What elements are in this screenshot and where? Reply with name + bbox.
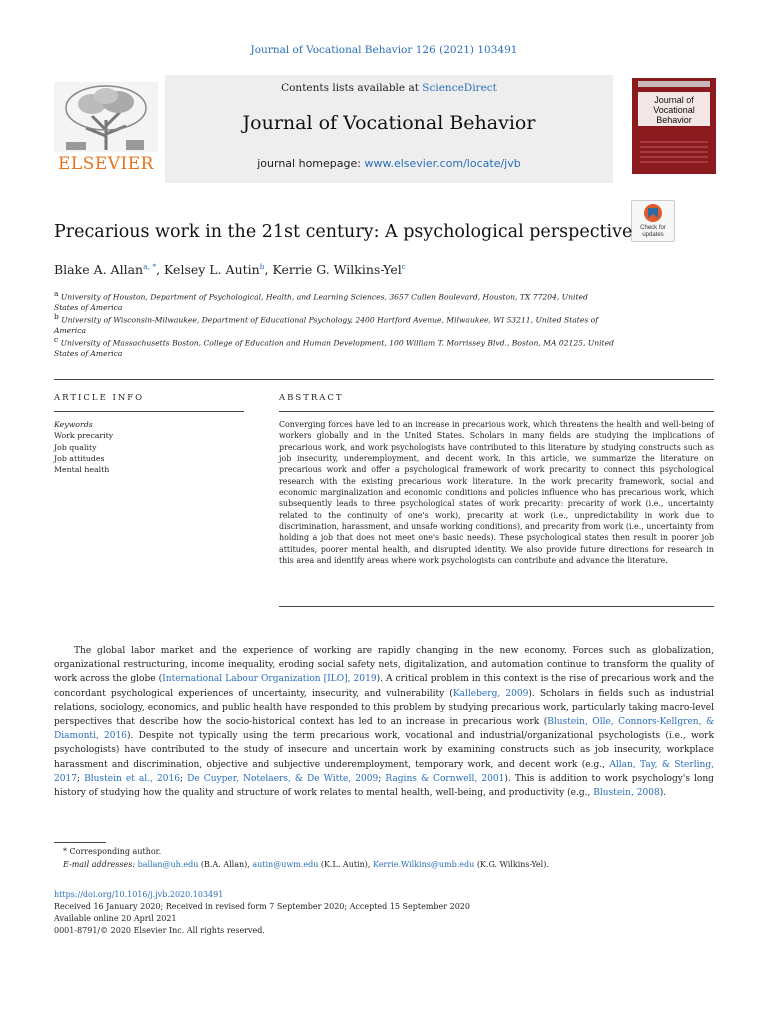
abstract-divider (279, 411, 714, 412)
homepage-line (165, 157, 613, 170)
email-link[interactable]: Kerrie.Wilkins@umb.edu (373, 860, 475, 869)
abstract-text: Converging forces have led to an increase in precarious work, which threatens the health and well-being of workers globally and in the United States. Scholars in many fields are studying the implications of precarious work, and work psychologists have contributed to this literature by studying constructs such as job insecurity, underemployment, and decent work. In this article, we summarize the literature on precarious work and offer a psychological framework of work precarity to connect this psychological research with the existing precarious work literature. In the work precarity framework, social and economic marginalization and economic conditions and policies influence who has precarious work, which subsequently leads to three psychological states of work precarity: precarity of work (i.e., uncertainty related to the continuity of one's work), precarity at work (i.e., unpredictability in work due to discrimination, harassment, and unsafe working conditions), and precarity from work (i.e., uncertainty from holding a job that does not meet one's basic needs). These psychological states then result in poorer job attitudes, poorer mental health, and disrupted identity. We also provide future directions for research in this area and identify areas where work psychologists can contribute and advance the literature. (279, 420, 714, 566)
citation-link[interactable]: Blustein, 2008 (593, 788, 660, 799)
email-line (63, 859, 549, 870)
body-text: ). (659, 788, 667, 799)
author-affiliation-marker[interactable]: b (259, 262, 265, 271)
body-text: ). Scholars in fields such as industrial relations, sociology, economics, and public health have responded to this problem by studying precarious work, particularly taking macro-level perspectives that describe how the socio-historical context has led to an increase in precarious work ( (54, 688, 714, 728)
citation-link[interactable]: Ragins & Cornwell, 2001 (385, 773, 505, 784)
contents-line (165, 82, 613, 94)
affiliation (54, 312, 614, 337)
affiliation (54, 335, 614, 360)
received-dates: Received 16 January 2020; Received in revised form 7 September 2020; Accepted 15 September 2020 (54, 902, 470, 911)
check-updates-label: Check for updates (640, 225, 666, 238)
affiliation-text: University of Houston, Department of Psychological, Health, and Learning Sciences, 3657 Cullen Boulevard, Houston, TX 77204, United States of America (54, 292, 588, 313)
homepage-prefix: journal homepage: (257, 157, 361, 170)
body-text: ). Despite not typically using the term precarious work, vocational and industrial/organizational psychologists (i.e., work psychologists) have contributed to the study of insecure and uncertain work by examining constructs such as job insecurity, workplace harassment and discrimination, objective and subjective underemployment, temporary work, and decent work (e.g., (54, 731, 714, 770)
body-paragraph: The global labor market and the experience of working are rapidly changing in the new economy. Forces such as globalization, organizational restructuring, income inequality, eroding social safety nets, digitalization, and automation continue to transform the quality of work across the globe (International Labour Organization [ILO], 2019). A critical problem in this context is the rise of precarious work and the concordant psychological experiences of uncertainty, insecurity, and vulnerability (Kalleberg, 2009). Scholars in fields such as industrial relations, sociology, economics, and public health have responded to this problem by studying precarious work, particularly taking macro-level perspectives that describe how the socio-historical context has led to an increase in precarious work (Blustein, Olle, Connors-Kellgren, & Diamonti, 2016). Despite not typically using the term precarious work, vocational and industrial/organizational psychologists (i.e., work psychologists) have contributed to the study of insecure and uncertain work by examining constructs such as job insecurity, workplace harassment and discrimination, objective and subjective underemployment, temporary work, and decent work (e.g., Allan, Tay, & Sterling, 2017; Blustein et al., 2016; De Cuyper, Notelaers, & De Witte, 2009; Ragins & Cornwell, 2001). This is addition to work psychology's long history of studying how the quality and structure of work relates to mental health, well-being, and productivity (e.g., Blustein, 2008). (54, 646, 715, 799)
citation-link[interactable]: Allan, Tay, & Sterling, 2017 (54, 759, 715, 784)
author-name: Blake A. Allan (54, 262, 144, 278)
contents-prefix: Contents lists available at (281, 82, 419, 94)
affiliation-marker: a (54, 289, 59, 298)
body-text: ). This is addition to work psychology's long history of studying how the quality and structure of work relates to mental health, well-being, and productivity (e.g., (54, 773, 714, 799)
cover-title: Journal of Vocational Behavior (638, 92, 710, 126)
author-affiliation-marker[interactable]: a, * (143, 262, 157, 271)
email-owner: (K.L. Autin), (320, 860, 371, 869)
email-owner: (K.G. Wilkins-Yel). (476, 860, 549, 869)
journal-cover-thumbnail[interactable] (632, 78, 716, 174)
article-info-heading: ARTICLE INFO (54, 393, 145, 403)
keyword: Work precarity (54, 431, 114, 441)
abstract-heading: ABSTRACT (279, 393, 344, 403)
email-link[interactable]: ballan@uh.edu (137, 860, 199, 869)
corresponding-note: * Corresponding author. (63, 847, 162, 856)
author-list: Blake A. Allan$^{a, *}$, Kelsey L. Autin$^b$, Kerrie G. Wilkins-Yel$^c$ (54, 262, 406, 278)
citation-link[interactable]: Blustein, Olle, Connors-Kellgren, & Diamonti, 2016 (54, 717, 714, 742)
author-name: Kelsey L. Autin (164, 262, 260, 278)
journal-title: Journal of Vocational Behavior (242, 112, 536, 134)
keyword: Job quality (54, 442, 97, 452)
email-owner: (B.A. Allan), (200, 860, 250, 869)
check-for-updates-badge[interactable] (631, 200, 675, 242)
email-link[interactable]: autin@uwm.edu (252, 860, 319, 869)
elsevier-logo (52, 80, 160, 178)
doi-link[interactable]: https://doi.org/10.1016/j.jvb.2020.103491 (54, 890, 224, 899)
journal-citation[interactable]: Journal of Vocational Behavior 126 (2021) 103491 (250, 44, 518, 56)
section-divider (54, 379, 714, 380)
keyword: Mental health (54, 465, 110, 475)
citation-link[interactable]: Kalleberg, 2009 (452, 688, 529, 699)
footnote-divider (54, 842, 106, 843)
abstract-end-divider (279, 606, 714, 607)
affiliation-text: University of Wisconsin-Milwaukee, Department of Educational Psychology, 2400 Hartford Avenue, Milwaukee, WI 53211, United States of America (54, 315, 599, 336)
info-divider (54, 411, 244, 412)
author-affiliation-marker[interactable]: c (401, 262, 406, 271)
check-updates-icon (632, 201, 674, 225)
email-label: E-mail addresses: (63, 860, 136, 869)
affiliation (54, 289, 614, 314)
citation-link[interactable]: Blustein et al., 2016 (84, 773, 181, 784)
cover-pattern (640, 138, 708, 166)
keywords-label: Keywords (54, 420, 93, 429)
citation-link[interactable]: International Labour Organization [ILO], 2019 (162, 674, 377, 685)
affiliation-marker: b (54, 312, 59, 321)
cover-strip (638, 81, 710, 87)
available-online: Available online 20 April 2021 (54, 914, 177, 923)
copyright: 0001-8791/© 2020 Elsevier Inc. All rights reserved. (54, 926, 265, 935)
author-name: Kerrie G. Wilkins-Yel (272, 262, 402, 278)
keywords-block (54, 419, 113, 475)
citation-link[interactable]: De Cuyper, Notelaers, & De Witte, 2009 (187, 773, 379, 784)
keyword: Job attitudes (54, 453, 105, 463)
body-text: The global labor market and the experience of working are rapidly changing in the new economy. Forces such as globalization, organizational restructuring, income inequality, eroding social safety nets, digitalization, and automation continue to transform the quality of work across the globe ( (54, 646, 714, 685)
publisher-name: ELSEVIER (58, 154, 154, 174)
sciencedirect-link[interactable]: ScienceDirect (422, 82, 497, 94)
body-text: ). A critical problem in this context is the rise of precarious work and the concordant psychological experiences of uncertainty, insecurity, and vulnerability ( (54, 674, 714, 699)
affiliation-text: University of Massachusetts Boston, College of Education and Human Development, 100 William T. Morrissey Blvd., Boston, MA 02125, United States of America (54, 338, 614, 359)
affiliation-marker: c (54, 335, 59, 344)
article-title: Precarious work in the 21st century: A psychological perspective (54, 222, 633, 242)
homepage-link[interactable]: www.elsevier.com/locate/jvb (364, 157, 521, 170)
